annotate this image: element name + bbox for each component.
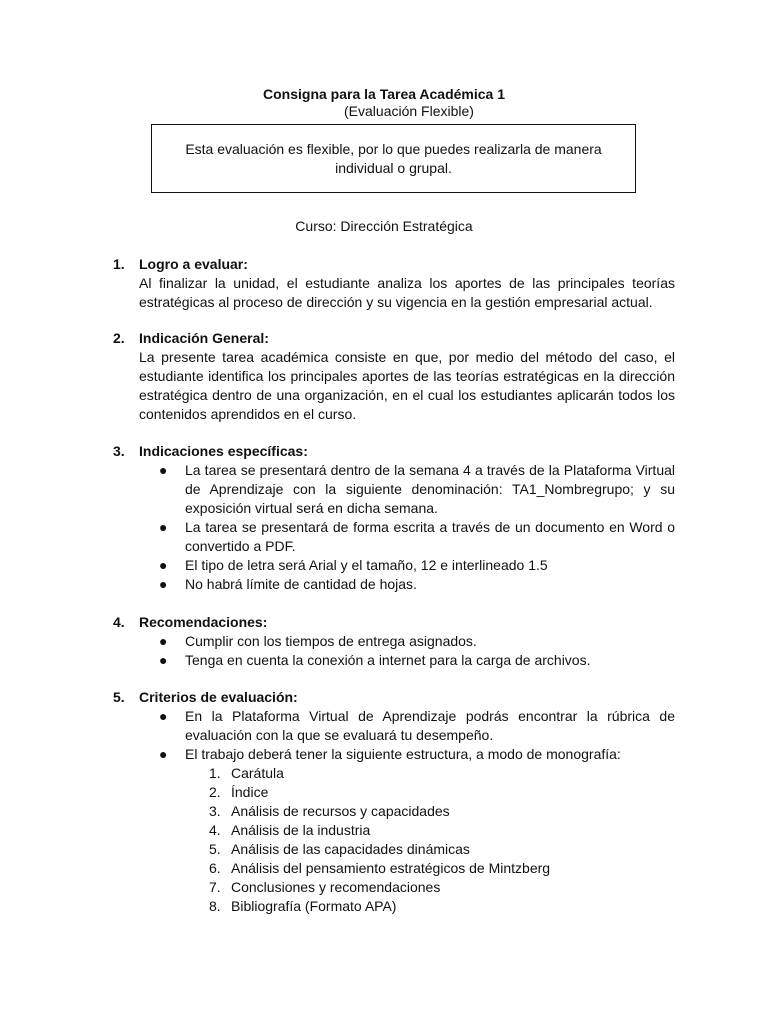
bullet-list [139,632,675,670]
list-item: 8. Bibliografía (Formato APA) [209,898,397,914]
list-item: ● No habrá límite de cantidad de hojas. [139,575,675,594]
list-item: 5. Análisis de las capacidades dinámicas [209,841,470,857]
section-body: Al finalizar la unidad, el estudiante analiza los aportes de las principales teorías estratégicas al proceso de dirección y su vigencia en la gestión empresarial actual. [139,275,675,310]
section-recomendaciones [113,613,675,670]
list-item: 6. Análisis del pensamiento estratégicos de Mintzberg [209,860,551,876]
bullet-icon: ● [159,708,168,724]
section-heading [113,442,675,461]
list-item: 4. Análisis de la industria [209,822,371,838]
bullet-icon: ● [159,462,168,478]
document-title: Consigna para la Tarea Académica 1 [263,86,505,102]
section-criterios [113,688,675,916]
bullet-icon: ● [159,576,168,592]
section-number: 4. [113,614,125,630]
section-title: Indicaciones específicas: [139,443,308,459]
list-item: 1. Carátula [209,765,284,781]
section-heading [113,255,675,274]
notice-text: Esta evaluación es flexible, por lo que puedes realizarla de manera individual o grupal. [185,140,602,176]
bullet-icon: ● [159,519,168,535]
bullet-icon: ● [159,746,168,762]
list-item: ● En la Plataforma Virtual de Aprendizaje podrás encontrar la rúbrica de evaluación con la que se evaluará tu desempeño. [139,707,675,745]
bullet-icon: ● [159,652,168,668]
section-number: 1. [113,256,125,272]
section-title: Criterios de evaluación: [139,689,298,705]
course-name: Curso: Dirección Estratégica [295,218,473,234]
structure-list [209,764,675,916]
list-item: 3. Análisis de recursos y capacidades [209,803,450,819]
bullet-icon: ● [159,557,168,573]
section-heading [113,613,675,632]
section-title: Recomendaciones: [139,614,268,630]
list-item: ● Cumplir con los tiempos de entrega asignados. [139,632,675,651]
list-item: ● La tarea se presentará de forma escrita a través de un documento en Word o convertido a PDF. [139,518,675,556]
list-item: 2. Índice [209,784,269,800]
list-item: ● El trabajo deberá tener la siguiente estructura, a modo de monografía: [139,745,675,764]
section-title: Indicación General: [139,330,269,346]
section-heading [113,688,675,707]
document-subtitle: (Evaluación Flexible) [344,103,474,119]
list-item: ● Tenga en cuenta la conexión a internet para la carga de archivos. [139,651,675,670]
section-logro [113,255,675,312]
section-indicacion-general [113,329,675,424]
list-item: 7. Conclusiones y recomendaciones [209,879,441,895]
section-number: 3. [113,443,125,459]
section-heading [113,329,675,348]
section-body: La presente tarea académica consiste en que, por medio del método del caso, el estudiante identifica los principales aportes de las teorías estratégicas en la dirección estratégica dentro de una organización, en el cual los estudiantes aplicarán todos los contenidos aprendidos en el curso. [139,349,675,422]
list-item: ● La tarea se presentará dentro de la semana 4 a través de la Plataforma Virtual de Aprendizaje con la siguiente denominación: TA1_Nombregrupo; y su exposición virtual será en dicha semana. [139,461,675,518]
section-indicaciones-especificas [113,442,675,594]
bullet-icon: ● [159,633,168,649]
list-item: ● El tipo de letra será Arial y el tamaño, 12 e interlineado 1.5 [139,556,675,575]
section-number: 2. [113,330,125,346]
section-title: Logro a evaluar: [139,256,248,272]
bullet-list [139,707,675,764]
notice-box [151,124,636,193]
section-number: 5. [113,689,125,705]
bullet-list [139,461,675,594]
